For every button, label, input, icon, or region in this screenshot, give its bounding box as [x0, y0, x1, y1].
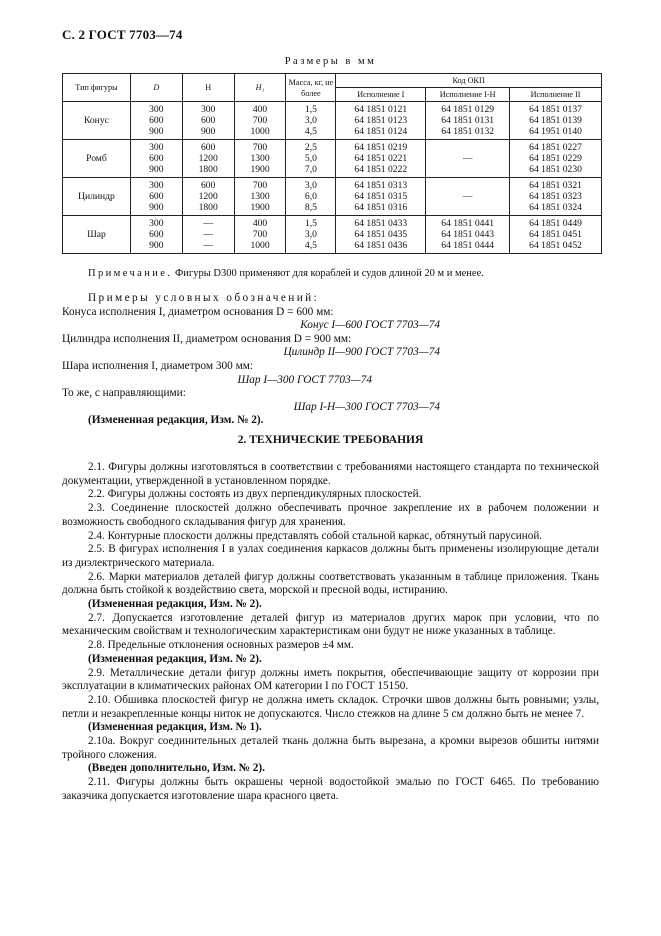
header-h: H: [182, 74, 234, 102]
table-note: [88, 268, 484, 279]
cell-v1h: 64 1851 0129 64 1851 0131 64 1851 0132: [426, 102, 510, 140]
cell-v2: 64 1851 0137 64 1851 0139 64 1951 0140: [510, 102, 602, 140]
edit-note: (Измененная редакция, Изм. № 2).: [88, 598, 262, 611]
paragraph: 2.1. Фигуры должны изготовляться в соответствии с требованиями настоящего стандарта по технической документации, утвержденной в установленном порядке.: [62, 461, 599, 487]
header-h1: H₁: [234, 74, 286, 102]
cell-v1: 64 1851 0313 64 1851 0315 64 1851 0316: [336, 178, 426, 216]
cell-v1h: 64 1851 0441 64 1851 0443 64 1851 0444: [426, 216, 510, 254]
header-mass: Масса, кг, не более: [286, 74, 336, 102]
example-designation: Конус I—600 ГОСТ 7703—74: [300, 319, 440, 332]
cell-d: 300 600 900: [130, 140, 182, 178]
edit-note: (Измененная редакция, Изм. № 2).: [88, 652, 262, 665]
cell-d: 300 600 900: [130, 216, 182, 254]
cell-v1h: —: [426, 140, 510, 178]
cell-v1: 64 1851 0121 64 1851 0123 64 1851 0124: [336, 102, 426, 140]
cell-d: 300 600 900: [130, 178, 182, 216]
note-label: Примечание.: [88, 268, 173, 279]
edit-note: (Измененная редакция, Изм. № 1).: [88, 721, 262, 734]
cell-h: 600 1200 1800: [182, 140, 234, 178]
cell-h1: 400 700 1000: [234, 216, 286, 254]
example-line: Шара исполнения I, диаметром 300 мм:: [62, 359, 254, 372]
designation-examples: [62, 292, 602, 428]
paragraph: 2.10а. Вокруг соединительных деталей ткань должна быть вырезана, а кромки вырезов обшиты нитями тройного сложения.: [62, 735, 599, 761]
table-row: [63, 178, 602, 216]
header-type: Тип фигуры: [63, 74, 131, 102]
dimensions-table: [62, 73, 602, 254]
header-version-1h: Исполнение I-Н: [426, 88, 510, 102]
table-row: [63, 102, 602, 140]
example-designation: Цилиндр II—900 ГОСТ 7703—74: [283, 346, 440, 359]
paragraph: 2.3. Соединение плоскостей должно обеспечивать прочное закрепление их в рабочем положении и возможность свободного складывания фигур для хранения.: [62, 502, 599, 528]
cell-h: 300 600 900: [182, 102, 234, 140]
edit-note: (Введен дополнительно, Изм. № 2).: [88, 762, 265, 775]
paragraph: 2.7. Допускается изготовление деталей фигур из материалов других марок при условии, что по механическим свойствам и технологическим характеристикам они будут не ниже указанных в таблице.: [62, 611, 599, 638]
cell-h1: 700 1300 1900: [234, 140, 286, 178]
page-header: С. 2 ГОСТ 7703—74: [62, 27, 183, 42]
table-row: [63, 140, 602, 178]
example-line: То же, с направляющими:: [62, 387, 186, 400]
cell-mass: 2,5 5,0 7,0: [286, 140, 336, 178]
cell-type: Цилиндр: [63, 178, 131, 216]
table-row: [63, 216, 602, 254]
requirements-text: [62, 461, 599, 804]
cell-mass: 1,5 3,0 4,5: [286, 102, 336, 140]
cell-v2: 64 1851 0227 64 1851 0229 64 1851 0230: [510, 140, 602, 178]
cell-v2: 64 1851 0321 64 1851 0323 64 1851 0324: [510, 178, 602, 216]
cell-h: 600 1200 1800: [182, 178, 234, 216]
table-caption: Размеры в мм: [284, 56, 377, 67]
cell-type: Шар: [63, 216, 131, 254]
paragraph: 2.10. Обшивка плоскостей фигур не должна иметь складок. Строчки швов должны быть ровными; узлы, петли и незакрепленные концы ниток не допускаются. Число стежков на длине 5 см должно быть не менее 7.: [62, 693, 599, 720]
paragraph: 2.8. Предельные отклонения основных размеров ±4 мм.: [88, 639, 354, 652]
paragraph: 2.9. Металлические детали фигур должны иметь покрытия, обеспечивающие защиту от коррозии при эксплуатации в климатических районах ОМ категории I по ГОСТ 15150.: [62, 666, 599, 693]
header-version-2: Исполнение II: [510, 88, 602, 102]
example-designation: Шар I-Н—300 ГОСТ 7703—74: [293, 400, 440, 413]
cell-d: 300 600 900: [130, 102, 182, 140]
cell-v1: 64 1851 0433 64 1851 0435 64 1851 0436: [336, 216, 426, 254]
header-version-1: Исполнение I: [336, 88, 426, 102]
header-okp: Код ОКП: [336, 74, 602, 88]
header-d: D: [130, 74, 182, 102]
note-text: Фигуры D300 применяют для кораблей и судов длиной 20 м и менее.: [175, 268, 484, 279]
example-designation: Шар I—300 ГОСТ 7703—74: [237, 373, 372, 386]
cell-mass: 3,0 6,0 8,5: [286, 178, 336, 216]
edit-note: (Измененная редакция, Изм. № 2).: [88, 414, 264, 427]
cell-h1: 700 1300 1900: [234, 178, 286, 216]
example-line: Конуса исполнения I, диаметром основания D = 600 мм:: [62, 305, 334, 318]
paragraph: 2.6. Марки материалов деталей фигур должны соответствовать указанным в таблице приложения. Ткань должна быть стойкой к воздействию света, морской и пресной воды, истиранию.: [62, 570, 599, 597]
cell-v1: 64 1851 0219 64 1851 0221 64 1851 0222: [336, 140, 426, 178]
paragraph: 2.2. Фигуры должны состоять из двух перпендикулярных плоскостей.: [88, 488, 422, 501]
paragraph: 2.11. Фигуры должны быть окрашены черной водостойкой эмалью по ГОСТ 6465. По требованию заказчика допускается изготовление шара красного цвета.: [62, 776, 599, 802]
cell-mass: 1,5 3,0 4,5: [286, 216, 336, 254]
cell-v2: 64 1851 0449 64 1851 0451 64 1851 0452: [510, 216, 602, 254]
paragraph: 2.4. Контурные плоскости должны представлять собой стальной каркас, обтянутый парусиной.: [88, 529, 543, 542]
cell-h1: 400 700 1000: [234, 102, 286, 140]
example-line: Цилиндра исполнения II, диаметром основания D = 900 мм:: [62, 332, 352, 345]
cell-type: Конус: [63, 102, 131, 140]
cell-v1h: —: [426, 178, 510, 216]
cell-type: Ромб: [63, 140, 131, 178]
section-title: 2. ТЕХНИЧЕСКИЕ ТРЕБОВАНИЯ: [237, 434, 424, 446]
examples-heading: Примеры условных обозначений:: [88, 292, 320, 304]
cell-h: — — —: [182, 216, 234, 254]
paragraph: 2.5. В фигурах исполнения I в узлах соединения каркасов должны быть применены изолирующие детали из диэлектрического материала.: [62, 543, 599, 569]
